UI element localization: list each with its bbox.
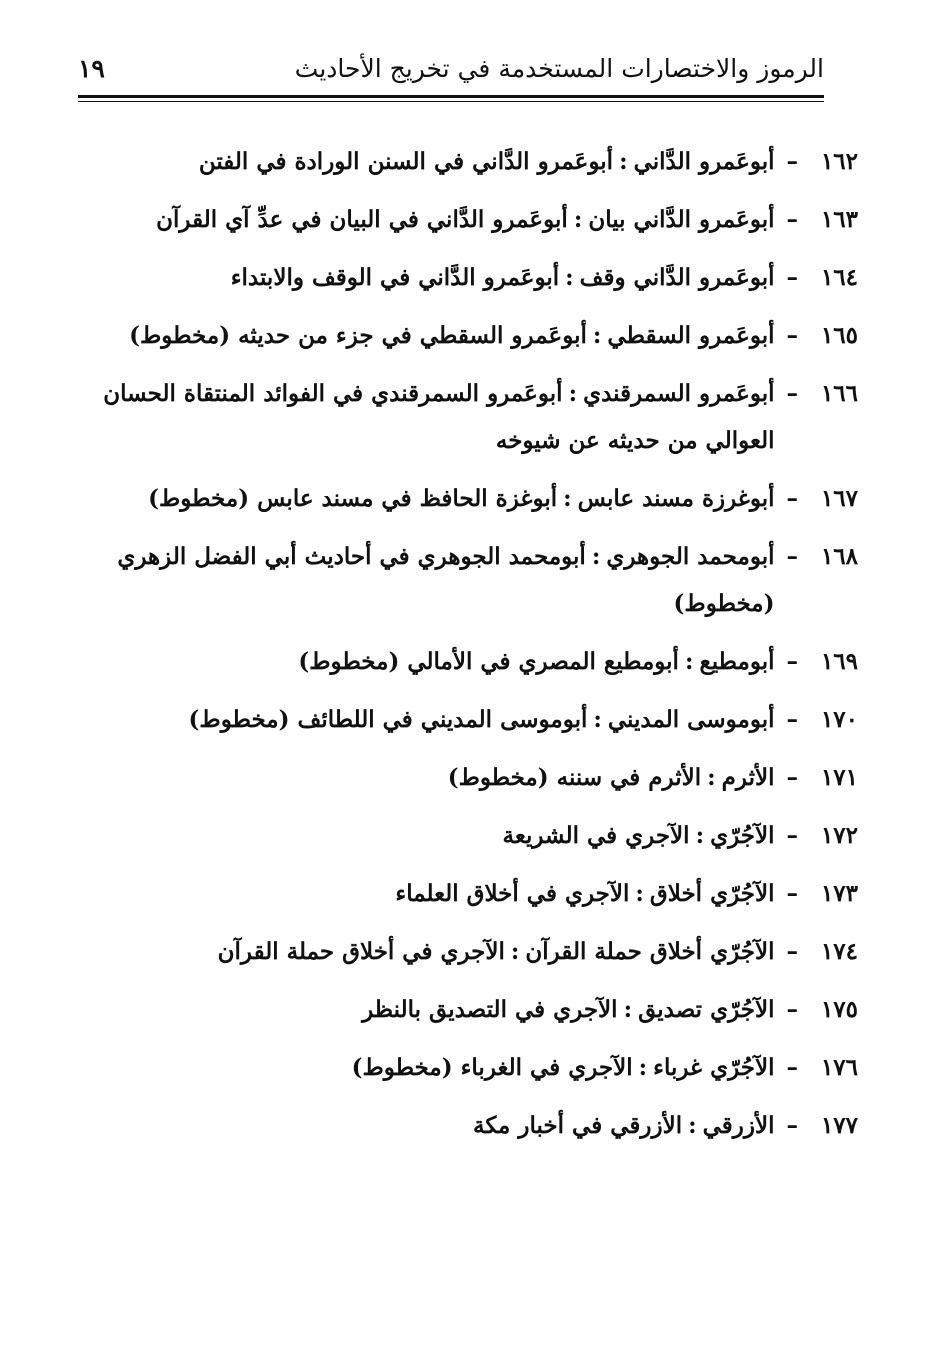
entry-dash: – xyxy=(786,648,798,675)
entry-abbreviation: الأثرم xyxy=(721,764,775,791)
entry-dash: – xyxy=(786,996,798,1023)
entry-separator: : xyxy=(565,264,574,291)
entry-dash: – xyxy=(786,1112,798,1139)
entry-dash: – xyxy=(786,764,798,791)
entry-text xyxy=(82,870,775,917)
entry-text xyxy=(82,475,775,522)
list-item xyxy=(82,638,858,685)
entry-text xyxy=(82,138,775,185)
entry-separator: : xyxy=(684,648,694,675)
entry-dash: – xyxy=(786,822,798,849)
entry-abbreviation: أبوغرزة مسند عابس xyxy=(577,485,775,512)
list-item xyxy=(82,986,858,1033)
entry-abbreviation: الأزرقي xyxy=(702,1112,775,1139)
entry-dash: – xyxy=(786,880,798,907)
header-rule-thin xyxy=(78,101,824,102)
entry-number: ١٧١ xyxy=(820,764,858,791)
entry-abbreviation: الآجُرّي أخلاق xyxy=(649,880,775,907)
entry-text xyxy=(82,928,775,975)
list-item xyxy=(82,1044,858,1091)
list-item xyxy=(82,475,858,522)
entry-separator: : xyxy=(638,1054,648,1081)
entry-separator: : xyxy=(688,1112,697,1139)
entry-number: ١٧٠ xyxy=(820,706,858,733)
entry-text xyxy=(82,1102,775,1149)
list-item xyxy=(82,870,858,917)
header-rule xyxy=(78,95,824,98)
entry-dash: – xyxy=(786,322,798,349)
entry-text xyxy=(82,696,775,743)
entry-number: ١٧٦ xyxy=(820,1054,858,1081)
entry-number: ١٦٢ xyxy=(820,148,858,175)
list-item xyxy=(82,812,858,859)
entry-full-reference: أبوموسى المديني في اللطائف (مخطوط) xyxy=(188,706,588,733)
entry-text xyxy=(82,812,775,859)
running-header xyxy=(78,44,824,92)
entry-separator: : xyxy=(593,706,602,733)
entry-full-reference: الآجري في أخلاق العلماء xyxy=(395,880,630,907)
entry-dash: – xyxy=(786,264,798,291)
entry-full-reference: أبوعَمرو الدَّاني في السنن الورادة في الفتن xyxy=(198,148,614,175)
entry-abbreviation: الآجُرّي xyxy=(710,822,775,849)
page-number: ١٩ xyxy=(78,53,105,83)
entry-full-reference: أبومحمد الجوهري في أحاديث أبي الفضل الزهري (مخطوط) xyxy=(117,543,775,617)
list-item xyxy=(82,370,858,464)
entry-dash: – xyxy=(786,543,798,570)
entry-separator: : xyxy=(619,148,628,175)
entry-full-reference: أبوعَمرو السقطي في جزء من حديثه (مخطوط) xyxy=(129,322,587,349)
entry-number: ١٧٤ xyxy=(820,938,858,965)
entry-full-reference: أبوعَمرو السمرقندي في الفوائد المنتقاة الحسان العوالي من حديثه عن شيوخه xyxy=(103,380,775,454)
entry-number: ١٦٨ xyxy=(820,543,858,570)
entry-abbreviation: أبومحمد الجوهري xyxy=(606,543,775,570)
entry-separator: : xyxy=(510,938,520,965)
entry-full-reference: الأثرم في سننه (مخطوط) xyxy=(447,764,702,791)
entry-abbreviation: الآجُرّي أخلاق حملة القرآن xyxy=(525,938,775,965)
list-item xyxy=(82,754,858,801)
entry-text xyxy=(82,754,775,801)
entry-abbreviation: أبوعَمرو السمرقندي xyxy=(583,380,775,407)
entry-full-reference: الآجري في الغرباء (مخطوط) xyxy=(351,1054,633,1081)
list-item xyxy=(82,696,858,743)
abbreviation-list xyxy=(82,138,858,1160)
entry-number: ١٦٩ xyxy=(820,648,858,675)
entry-separator: : xyxy=(592,322,602,349)
entry-separator: : xyxy=(591,543,601,570)
entry-number: ١٦٥ xyxy=(820,322,858,349)
entry-dash: – xyxy=(786,938,798,965)
entry-number: ١٦٤ xyxy=(820,264,858,291)
list-item xyxy=(82,533,858,627)
entry-full-reference: الآجري في التصديق بالنظر xyxy=(362,996,618,1023)
entry-text xyxy=(82,196,775,243)
list-item xyxy=(82,312,858,359)
entry-dash: – xyxy=(786,706,798,733)
entry-dash: – xyxy=(786,206,798,233)
entry-abbreviation: أبومطيع xyxy=(699,648,775,675)
entry-separator: : xyxy=(563,485,572,512)
header-title: الرموز والاختصارات المستخدمة في تخريج الأحاديث xyxy=(294,53,824,83)
entry-dash: – xyxy=(786,1054,798,1081)
entry-abbreviation: الآجُرّي غرباء xyxy=(653,1054,775,1081)
entry-separator: : xyxy=(568,380,578,407)
entry-text xyxy=(82,533,775,627)
entry-abbreviation: أبوعَمرو الدَّاني بيان xyxy=(588,206,775,233)
entry-number: ١٧٢ xyxy=(820,822,858,849)
entry-separator: : xyxy=(695,822,705,849)
entry-dash: – xyxy=(786,485,798,512)
entry-full-reference: الأزرقي في أخبار مكة xyxy=(473,1112,683,1139)
entry-number: ١٦٣ xyxy=(820,206,858,233)
entry-full-reference: أبوعَمرو الدَّاني في البيان في عدِّ آي القرآن xyxy=(156,206,568,233)
entry-text xyxy=(82,986,775,1033)
list-item xyxy=(82,196,858,243)
entry-separator: : xyxy=(623,996,633,1023)
entry-separator: : xyxy=(573,206,583,233)
list-item xyxy=(82,1102,858,1149)
entry-text xyxy=(82,638,775,685)
entry-abbreviation: أبوعَمرو السقطي xyxy=(607,322,775,349)
entry-text xyxy=(82,254,775,301)
entry-full-reference: الآجري في أخلاق حملة القرآن xyxy=(217,938,505,965)
entry-dash: – xyxy=(786,380,798,407)
entry-abbreviation: أبوعَمرو الدَّاني وقف xyxy=(579,264,775,291)
entry-number: ١٦٧ xyxy=(820,485,858,512)
entry-full-reference: أبوعَمرو الدَّاني في الوقف والابتداء xyxy=(230,264,560,291)
list-item xyxy=(82,928,858,975)
entry-number: ١٧٣ xyxy=(820,880,858,907)
entry-full-reference: أبوغزة الحافظ في مسند عابس (مخطوط) xyxy=(148,485,558,512)
entry-separator: : xyxy=(635,880,644,907)
entry-number: ١٧٧ xyxy=(820,1112,858,1139)
entry-full-reference: الآجري في الشريعة xyxy=(502,822,690,849)
entry-abbreviation: أبوموسى المديني xyxy=(607,706,775,733)
entry-abbreviation: أبوعَمرو الدَّاني xyxy=(633,148,775,175)
entry-text xyxy=(82,370,775,464)
entry-text xyxy=(82,1044,775,1091)
entry-dash: – xyxy=(786,148,798,175)
list-item xyxy=(82,254,858,301)
entry-number: ١٧٥ xyxy=(820,996,858,1023)
entry-abbreviation: الآجُرّي تصديق xyxy=(638,996,775,1023)
entry-text xyxy=(82,312,775,359)
entry-number: ١٦٦ xyxy=(820,380,858,407)
list-item xyxy=(82,138,858,185)
entry-full-reference: أبومطيع المصري في الأمالي (مخطوط) xyxy=(298,648,679,675)
entry-separator: : xyxy=(707,764,716,791)
